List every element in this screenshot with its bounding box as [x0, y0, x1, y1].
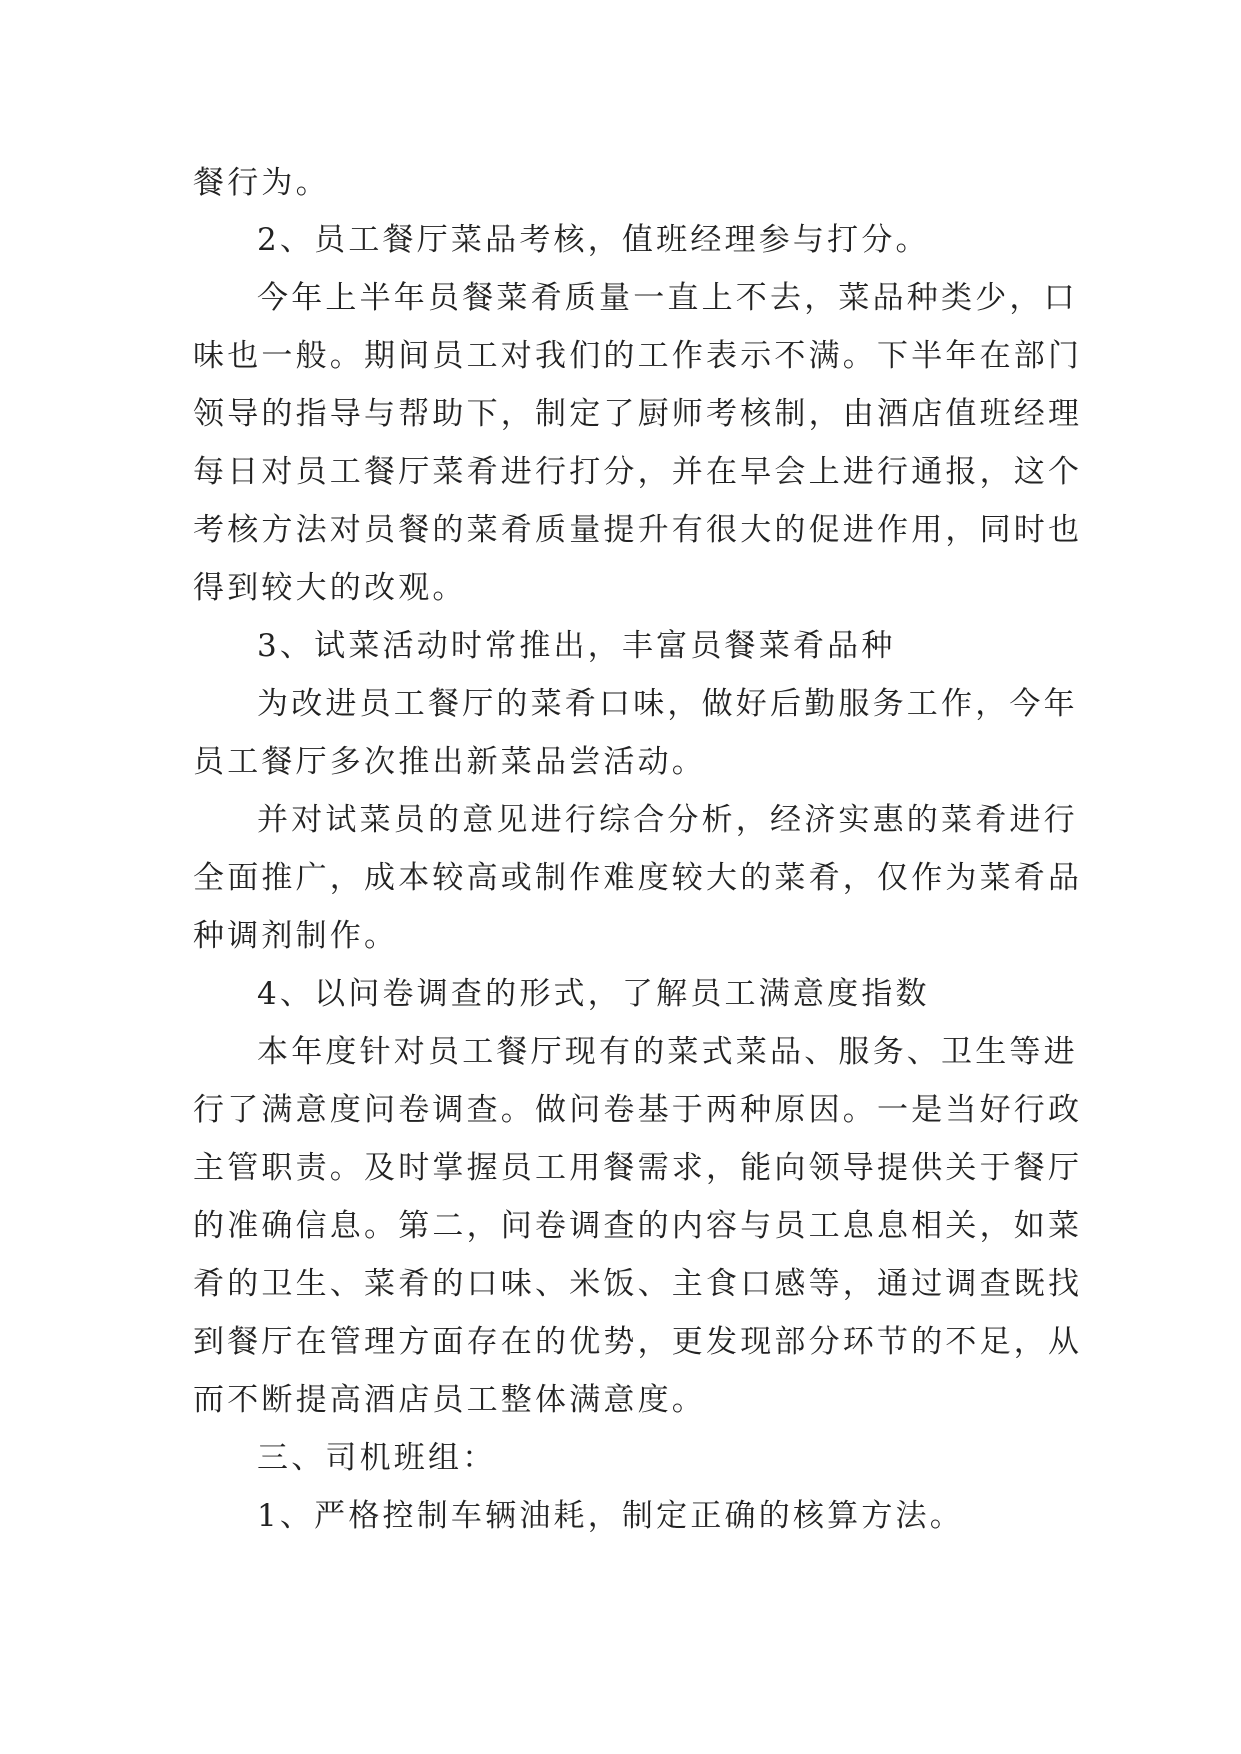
paragraph-line: 为改进员工餐厅的菜肴口味，做好后勤服务工作，今年: [257, 686, 1078, 722]
paragraph-line: 考核方法对员餐的菜肴质量提升有很大的促进作用，同时也: [193, 512, 1083, 548]
paragraph-line: 员工餐厅多次推出新菜品尝活动。: [193, 744, 706, 780]
paragraph-line: 肴的卫生、菜肴的口味、米饭、主食口感等，通过调查既找: [193, 1266, 1083, 1302]
paragraph-line: 到餐厅在管理方面存在的优势，更发现部分环节的不足，从: [193, 1324, 1083, 1360]
paragraph-line: 而不断提高酒店员工整体满意度。: [193, 1382, 706, 1418]
section-heading: 4、以问卷调查的形式，了解员工满意度指数: [257, 976, 930, 1012]
section-heading: 三、司机班组：: [257, 1440, 497, 1476]
paragraph-line: 主管职责。及时掌握员工用餐需求，能向领导提供关于餐厅: [193, 1150, 1083, 1186]
section-heading: 1、严格控制车辆油耗，制定正确的核算方法。: [257, 1498, 964, 1534]
text-line: 餐行为。: [193, 165, 330, 201]
paragraph-line: 得到较大的改观。: [193, 570, 467, 606]
paragraph-line: 领导的指导与帮助下，制定了厨师考核制，由酒店值班经理: [193, 396, 1083, 432]
paragraph-line: 并对试菜员的意见进行综合分析，经济实惠的菜肴进行: [257, 802, 1078, 838]
paragraph-line: 的准确信息。第二，问卷调查的内容与员工息息相关，如菜: [193, 1208, 1083, 1244]
paragraph-line: 种调剂制作。: [193, 918, 399, 954]
paragraph-line: 今年上半年员餐菜肴质量一直上不去，菜品种类少，口: [257, 280, 1078, 316]
paragraph-line: 每日对员工餐厅菜肴进行打分，并在早会上进行通报，这个: [193, 454, 1083, 490]
section-heading: 2、员工餐厅菜品考核，值班经理参与打分。: [257, 222, 930, 258]
paragraph-line: 全面推广，成本较高或制作难度较大的菜肴，仅作为菜肴品: [193, 860, 1083, 896]
section-heading: 3、试菜活动时常推出，丰富员餐菜肴品种: [257, 628, 896, 664]
paragraph-line: 味也一般。期间员工对我们的工作表示不满。下半年在部门: [193, 338, 1083, 374]
paragraph-line: 行了满意度问卷调查。做问卷基于两种原因。一是当好行政: [193, 1092, 1083, 1128]
paragraph-line: 本年度针对员工餐厅现有的菜式菜品、服务、卫生等进: [257, 1034, 1078, 1070]
